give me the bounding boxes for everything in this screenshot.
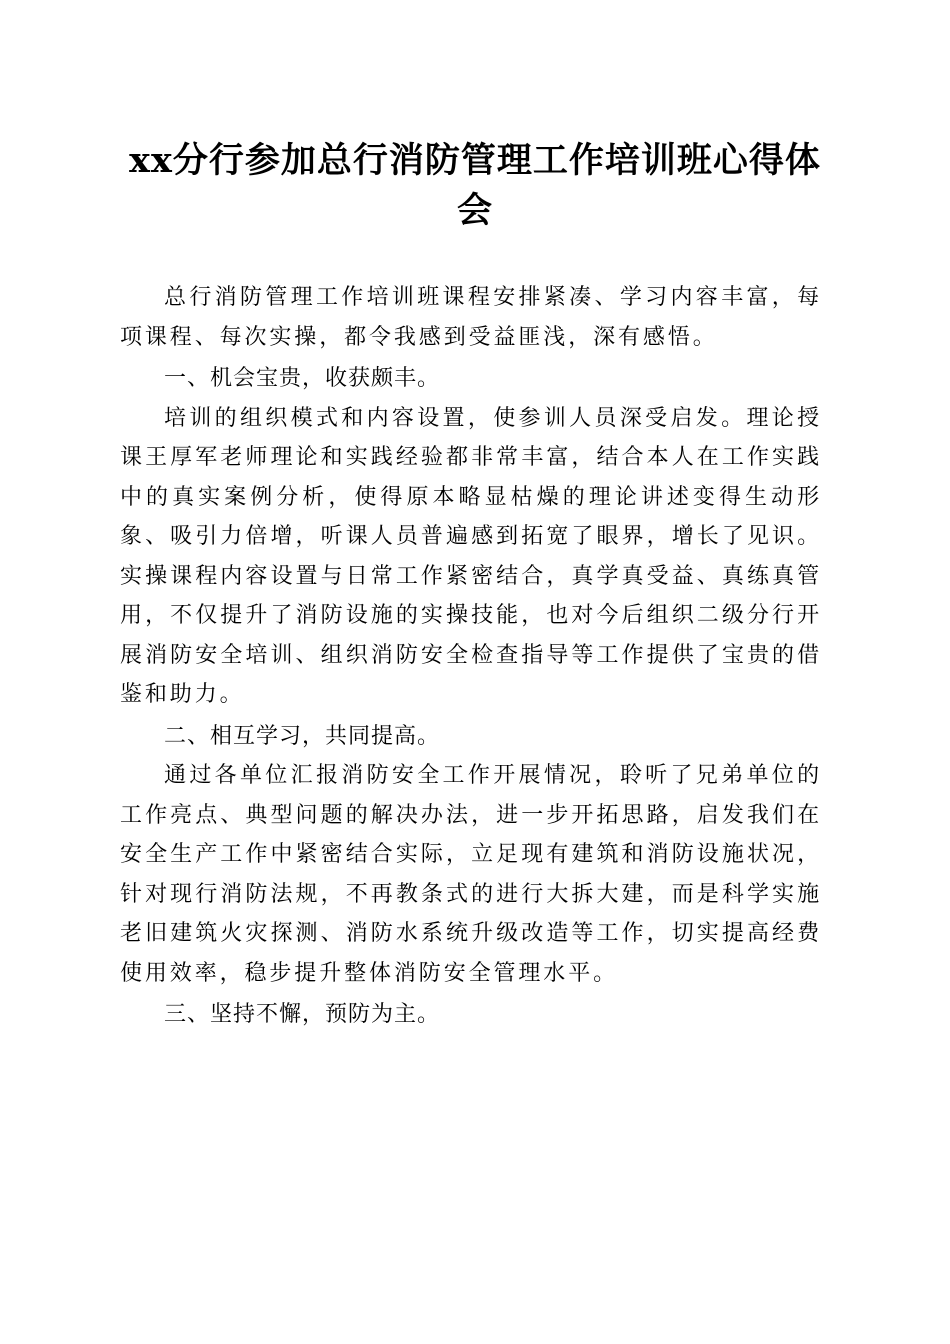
section-2-paragraph: 通过各单位汇报消防安全工作开展情况，聆听了兄弟单位的工作亮点、典型问题的解决办法，进一步开拓思路，启发我们在安全生产工作中紧密结合实际，立足现有建筑和消防设施状况，针对现行消防法规，不再教条式的进行大拆大建，而是科学实施老旧建筑火灾探测、消防水系统升级改造等工作，切实提高经费使用效率，稳步提升整体消防安全管理水平。 bbox=[120, 763, 822, 986]
section-1-heading: 一、机会宝贵，收获颇丰。 bbox=[164, 366, 441, 391]
section-3-heading: 三、坚持不懈，预防为主。 bbox=[164, 1002, 441, 1027]
intro-paragraph: 总行消防管理工作培训班课程安排紧凑、学习内容丰富，每项课程、每次实操，都令我感到受益匪浅，深有感悟。 bbox=[120, 285, 822, 350]
section-1-paragraph: 培训的组织模式和内容设置，使参训人员深受启发。理论授课王厚军老师理论和实践经验都非常丰富，结合本人在工作实践中的真实案例分析，使得原本略显枯燥的理论讲述变得生动形象、吸引力倍增，听课人员普遍感到拓宽了眼界，增长了见识。实操课程内容设置与日常工作紧密结合，真学真受益、真练真管用，不仅提升了消防设施的实操技能，也对今后组织二级分行开展消防安全培训、组织消防安全检查指导等工作提供了宝贵的借鉴和助力。 bbox=[120, 405, 822, 707]
document-body bbox=[120, 278, 822, 1035]
section-2-heading: 二、相互学习，共同提高。 bbox=[164, 723, 441, 749]
document-title: xx分行参加总行消防管理工作培训班心得体会 bbox=[129, 140, 821, 231]
